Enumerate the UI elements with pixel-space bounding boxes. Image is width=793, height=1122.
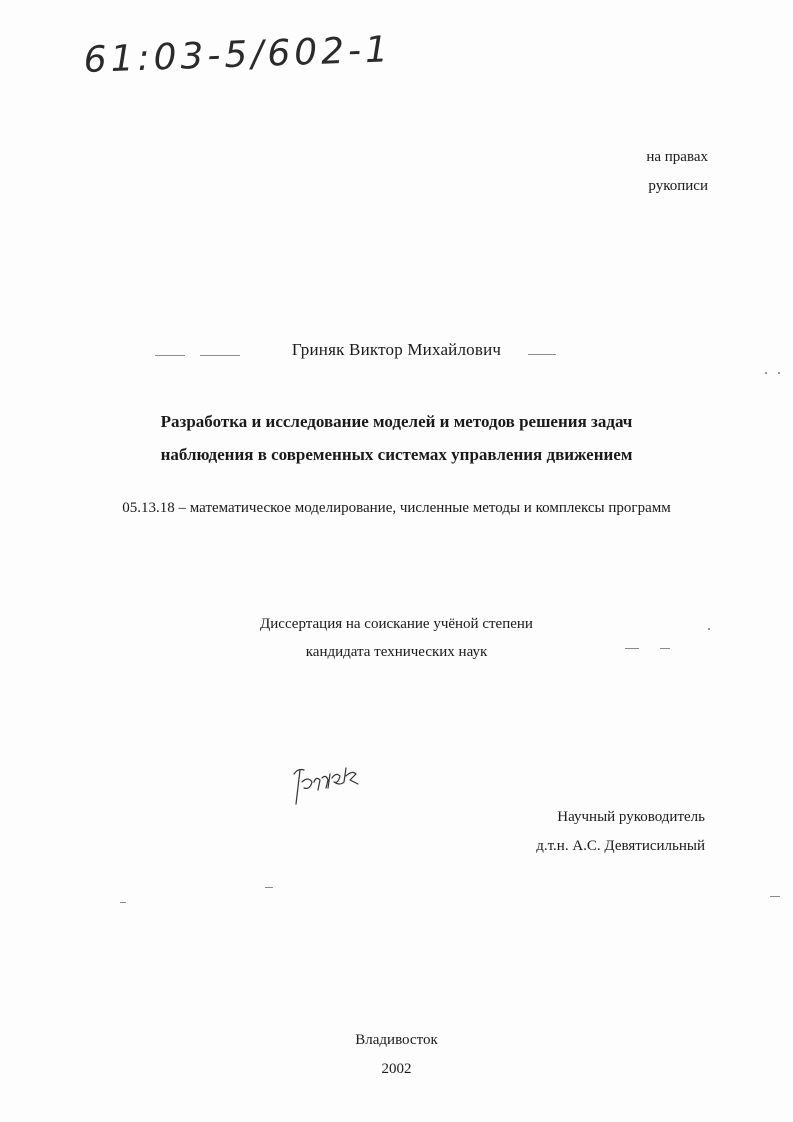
author-name: Гриняк Виктор Михайлович xyxy=(291,340,502,359)
scan-artifact xyxy=(660,648,670,649)
title-line-2: наблюдения в современных системах управления движением xyxy=(160,445,633,464)
degree-line-2: кандидата технических наук xyxy=(305,644,488,660)
author-signature xyxy=(288,752,388,812)
scan-artifact xyxy=(778,372,780,374)
rights-notice xyxy=(646,143,708,201)
rights-line-2: рукописи xyxy=(648,178,708,194)
supervisor-label: Научный руководитель xyxy=(557,809,705,825)
scan-artifact xyxy=(765,372,767,374)
title-line-1: Разработка и исследование моделей и методов решения задач xyxy=(160,412,633,431)
year: 2002 xyxy=(381,1061,412,1077)
scan-artifact xyxy=(770,896,780,897)
supervisor-block xyxy=(536,803,705,861)
city: Владивосток xyxy=(355,1032,438,1048)
scan-artifact xyxy=(625,648,639,649)
degree-statement xyxy=(0,610,793,666)
specialty-code: 05.13.18 – математическое моделирование, численные методы и комплексы программ xyxy=(122,500,671,516)
scan-artifact xyxy=(265,887,273,888)
rights-line-1: на правах xyxy=(646,149,708,165)
city-and-year xyxy=(0,1026,793,1084)
supervisor-name: д.т.н. А.С. Девятисильный xyxy=(536,838,705,854)
scan-artifact xyxy=(708,628,710,630)
archive-code-handwritten: 61:03-5/602-1 xyxy=(82,29,393,81)
dissertation-title xyxy=(60,405,733,471)
degree-line-1: Диссертация на соискание учёной степени xyxy=(260,616,533,632)
scan-artifact xyxy=(120,902,126,903)
